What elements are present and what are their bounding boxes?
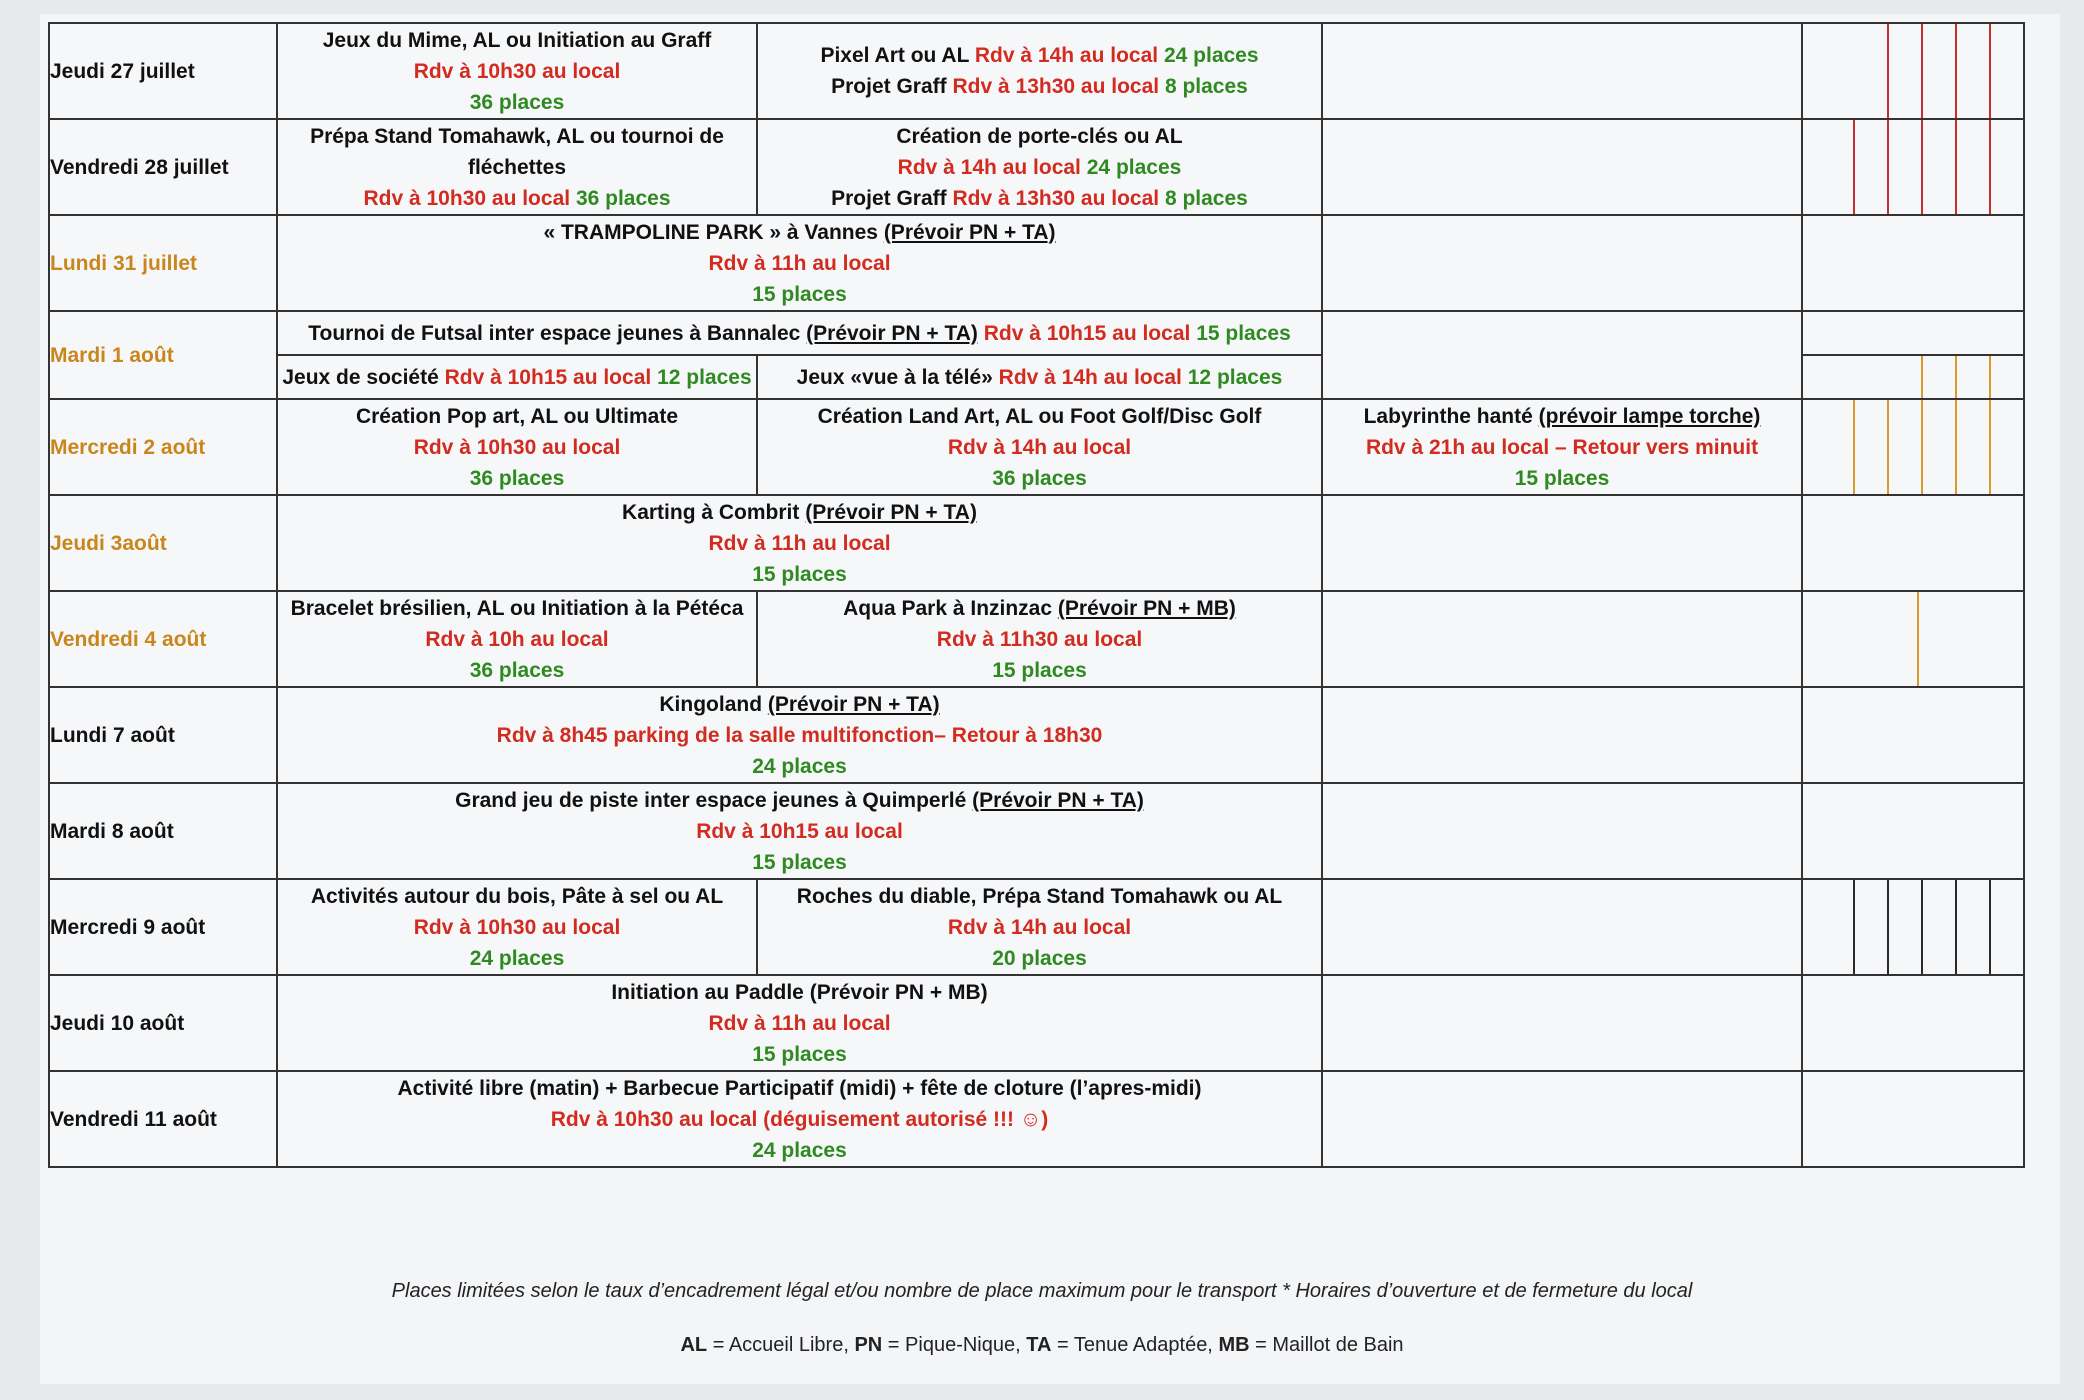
checkbox-grid	[1802, 1071, 2024, 1167]
day-label: Jeudi 3août	[49, 495, 277, 591]
day-label: Jeudi 10 août	[49, 975, 277, 1071]
activity-afternoon: Aqua Park à Inzinzac (Prévoir PN + MB) Rdv à 11h30 au local 15 places	[757, 591, 1322, 687]
activity-day: Kingoland (Prévoir PN + TA) Rdv à 8h45 parking de la salle multifonction– Retour à 18h30 24 places	[277, 687, 1322, 783]
activity-evening	[1322, 975, 1802, 1071]
activity-evening	[1322, 215, 1802, 311]
activity-evening	[1322, 311, 1802, 399]
checkbox-grid	[1802, 119, 2024, 215]
activity-evening	[1322, 495, 1802, 591]
row-vendredi-11-aout	[49, 1071, 2024, 1167]
checkbox-grid	[1802, 311, 2024, 355]
activity-evening	[1322, 687, 1802, 783]
activity-afternoon: Pixel Art ou AL Rdv à 14h au local 24 places Projet Graff Rdv à 13h30 au local 8 places	[757, 23, 1322, 119]
row-jeudi-3-aout	[49, 495, 2024, 591]
activity-evening	[1322, 23, 1802, 119]
activity-morning: Jeux de société Rdv à 10h15 au local 12 places	[277, 355, 757, 399]
checkbox-grid	[1802, 495, 2024, 591]
day-label: Vendredi 11 août	[49, 1071, 277, 1167]
row-jeudi-10-aout	[49, 975, 2024, 1071]
row-vendredi-4-aout	[49, 591, 2024, 687]
activity-day: Grand jeu de piste inter espace jeunes à Quimperlé (Prévoir PN + TA) Rdv à 10h15 au local 15 places	[277, 783, 1322, 879]
activity-evening	[1322, 879, 1802, 975]
schedule-table	[48, 22, 2025, 1168]
activity-morning: Bracelet brésilien, AL ou Initiation à la Pétéca Rdv à 10h au local 36 places	[277, 591, 757, 687]
day-label: Mercredi 2 août	[49, 399, 277, 495]
day-label: Vendredi 4 août	[49, 591, 277, 687]
checkbox-grid	[1802, 23, 2024, 119]
activity-afternoon: Création Land Art, AL ou Foot Golf/Disc Golf Rdv à 14h au local 36 places	[757, 399, 1322, 495]
row-mardi-1-aout	[49, 311, 2024, 355]
activity-day: « TRAMPOLINE PARK » à Vannes (Prévoir PN + TA) Rdv à 11h au local 15 places	[277, 215, 1322, 311]
day-label: Lundi 7 août	[49, 687, 277, 783]
activity-morning: Activités autour du bois, Pâte à sel ou AL Rdv à 10h30 au local 24 places	[277, 879, 757, 975]
row-lundi-31-juillet	[49, 215, 2024, 311]
activity-futsal: Tournoi de Futsal inter espace jeunes à Bannalec (Prévoir PN + TA) Rdv à 10h15 au local 15 places	[277, 311, 1322, 355]
row-mardi-8-aout	[49, 783, 2024, 879]
row-mercredi-2-aout	[49, 399, 2024, 495]
activity-evening	[1322, 591, 1802, 687]
day-label: Mardi 1 août	[49, 311, 277, 399]
day-label: Mercredi 9 août	[49, 879, 277, 975]
day-label: Vendredi 28 juillet	[49, 119, 277, 215]
checkbox-grid	[1802, 355, 2024, 399]
row-vendredi-28-juillet	[49, 119, 2024, 215]
activity-afternoon: Jeux «vue à la télé» Rdv à 14h au local 12 places	[757, 355, 1322, 399]
checkbox-grid	[1802, 591, 2024, 687]
day-label: Lundi 31 juillet	[49, 215, 277, 311]
row-mercredi-9-aout	[49, 879, 2024, 975]
activity-day: Karting à Combrit (Prévoir PN + TA) Rdv à 11h au local 15 places	[277, 495, 1322, 591]
checkbox-grid	[1802, 975, 2024, 1071]
footer-note: Places limitées selon le taux d’encadrement légal et/ou nombre de place maximum pour le transport * Horaires d’ouverture et de fermeture du local	[391, 1280, 1693, 1302]
activity-afternoon: Roches du diable, Prépa Stand Tomahawk ou AL Rdv à 14h au local 20 places	[757, 879, 1322, 975]
activity-morning: Jeux du Mime, AL ou Initiation au Graff Rdv à 10h30 au local 36 places	[277, 23, 757, 119]
activity-evening	[1322, 783, 1802, 879]
activity-morning: Création Pop art, AL ou Ultimate Rdv à 10h30 au local 36 places	[277, 399, 757, 495]
checkbox-grid	[1802, 399, 2024, 495]
row-jeudi-27-juillet	[49, 23, 2024, 119]
activity-evening	[1322, 119, 1802, 215]
activity-afternoon: Création de porte-clés ou AL Rdv à 14h au local 24 places Projet Graff Rdv à 13h30 au local 8 places	[757, 119, 1322, 215]
footer-legend: AL = Accueil Libre, PN = Pique-Nique, TA = Tenue Adaptée, MB = Maillot de Bain	[680, 1334, 1404, 1356]
activity-morning: Prépa Stand Tomahawk, AL ou tournoi de fléchettes Rdv à 10h30 au local 36 places	[277, 119, 757, 215]
day-label: Jeudi 27 juillet	[49, 23, 277, 119]
checkbox-grid	[1802, 783, 2024, 879]
activity-evening: Labyrinthe hanté (prévoir lampe torche) Rdv à 21h au local – Retour vers minuit 15 places	[1322, 399, 1802, 495]
day-label: Mardi 8 août	[49, 783, 277, 879]
activity-evening	[1322, 1071, 1802, 1167]
checkbox-grid	[1802, 687, 2024, 783]
checkbox-grid	[1802, 215, 2024, 311]
row-lundi-7-aout	[49, 687, 2024, 783]
checkbox-grid	[1802, 879, 2024, 975]
activity-day: Initiation au Paddle (Prévoir PN + MB) Rdv à 11h au local 15 places	[277, 975, 1322, 1071]
activity-day: Activité libre (matin) + Barbecue Participatif (midi) + fête de cloture (l’apres-midi) Rdv à 10h30 au local (déguisement autorisé !!! ☺) 24 places	[277, 1071, 1322, 1167]
